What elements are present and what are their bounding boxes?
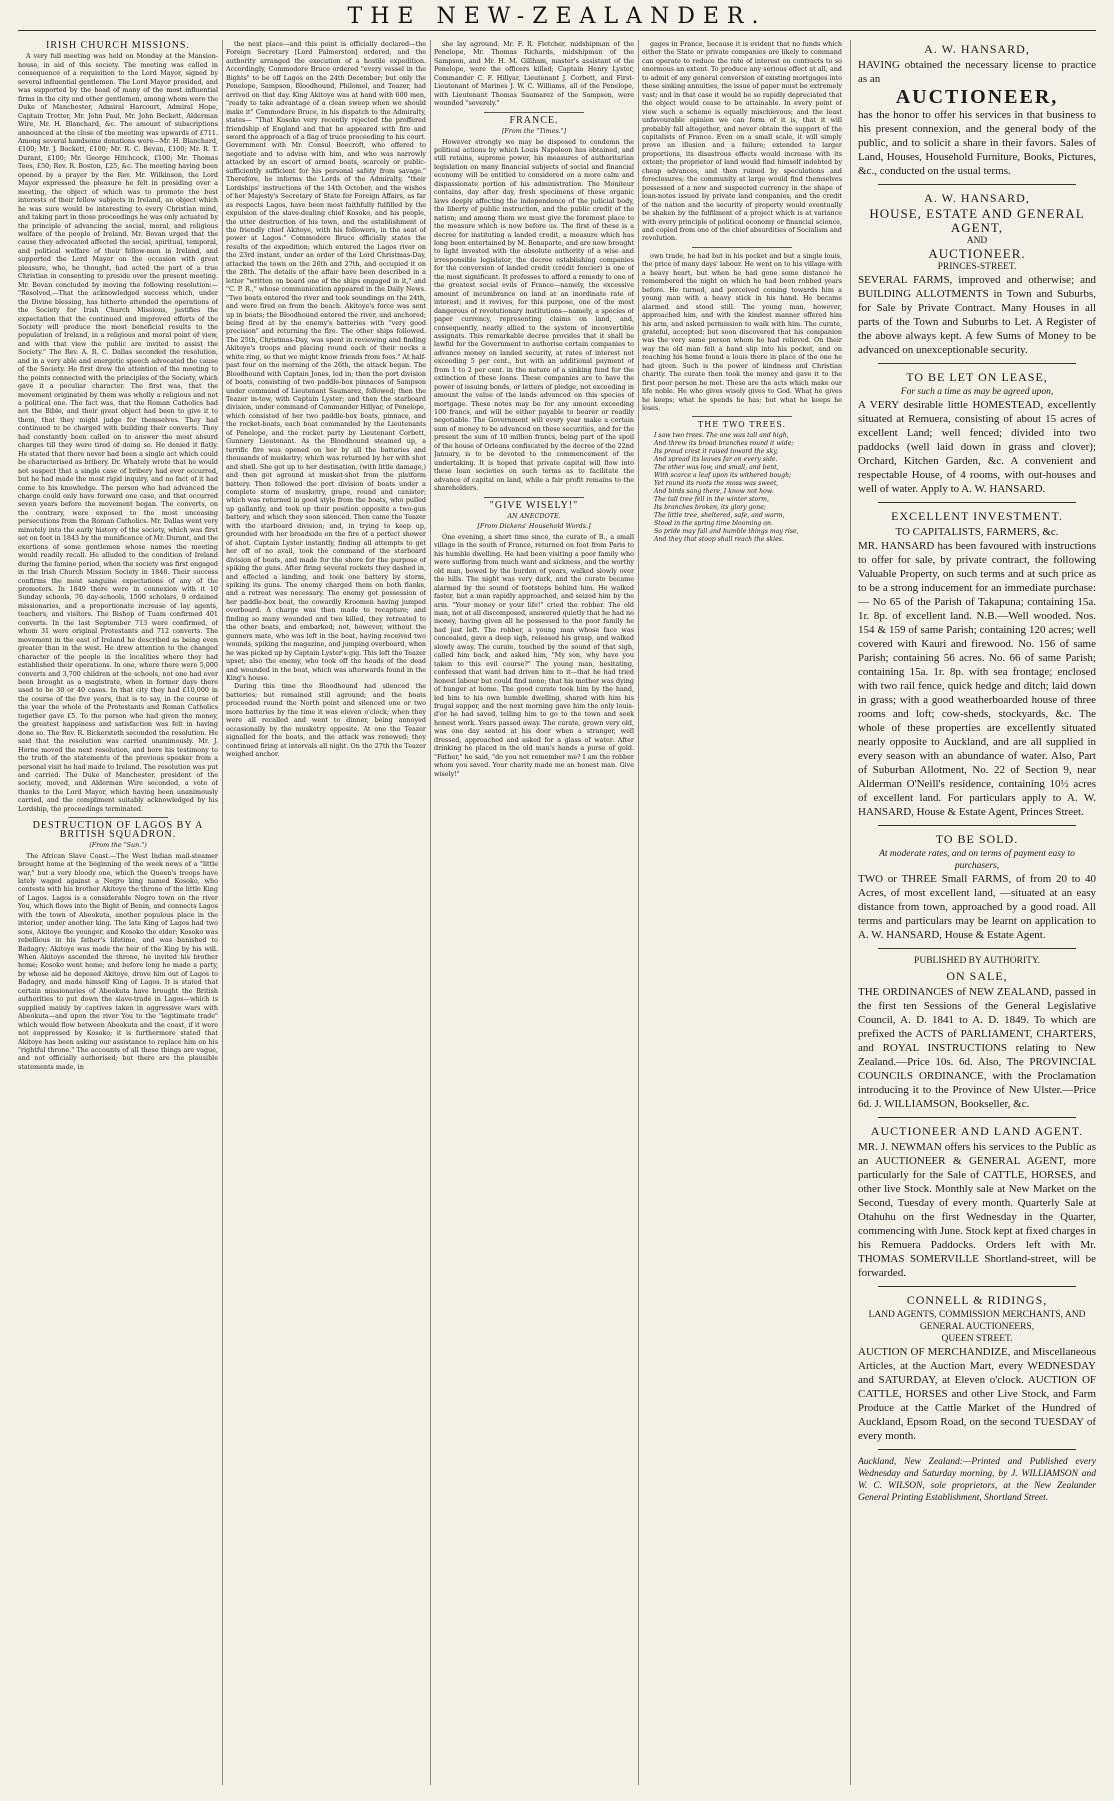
article-body-give-wisely: One evening, a short time since, the curate of B., a small village in the south of France, returned on foot from Paris to his humble dwelling. He had been visiting a poor family who were suffering from much want and sickness, and the worthy old man, bowed by the burden of years, walked slowly over the hills. The night was very dark, and the curate became alarmed by the sound of footsteps behind him. He walked faster, but a man rapidly approached, and seized him by the arm. "Your money or your life!" cried the robber. The old man, not at all discomposed, answered quietly that he had no money, having given all he possessed to the poor family he had just left. The robber, a young man whose face was concealed, gave a deep sigh, released his grasp, and walked slowly away. The curate, touched by the sound of that sigh, called him back, and asked him, "My son, why have you taken to this evil course?" The young man, hesitating, confessed that want had driven him to it—that he had tried honest labour but could find none; that his mother was dying of hunger at home. The good curate took him by the hand, led him to his own humble dwelling, shared with him his frugal supper, and the next morning gave him the only louis-d'or he had saved, telling him to go to the town and seek honest work. Years passed away. The curate, grown very old, was one day seated at his door when a stranger, well dressed, approached and asked for a glass of water. After drinking he placed in the old man's hands a purse of gold. "Father," he said, "do you not remember me? I am the robber whom you saved. Your charity made me an honest man. Give wisely!" (434, 532, 634, 778)
article-body-lagos: The African Slave Coast.—The West Indian mail-steamer brought home at the beginning of the week news of a "little war," but a very bloody one, which the Queen's troops have lately waged against a Negro king named Kosoko, who contests with his brother Akitoye the throne of the little King of Lagos. Lagos is a considerable Negro town on the river You, which flows into the Bight of Benin, and connects Lagos with the town of Abeokuta, another populous place in the interior, under another king. The late King of Lagos had two sons, Akitoye the younger, and Kosoko the elder; Kosoko was rebellious in his father's lifetime, and was banished to Badagry; Akitoye was made the heir of the King by his will. When Akitoye ascended the throne, he invited his brother home; Kosoko went home; and before long he made a party, by whose aid he deposed Akitoye, drove him out of Lagos to Badagry, and made himself King of Lagos. It is stated that certain missionaries of Abeokuta have brought the British authorities to put down the slave-trade in Lagos—which is supplied mainly by captives taken in aggressive wars with Abeokuta—and upon the river You to the "legitimate trade" which would flow between Abeokuta and the coast, if it were not suppressed by Kosoko; it is furthermore stated that Akitoye has been asking our assistance to replace him on his "rightful throne." The accounts of all these things are vague, and not officially authorised; but there are the plausible statements made, in (18, 851, 218, 1071)
article-separator (484, 112, 584, 113)
ad-newman-title: AUCTIONEER AND LAND AGENT. (870, 1124, 1084, 1138)
ad-ordinances-pre: PUBLISHED BY AUTHORITY. (914, 956, 1040, 966)
article-body-lagos-continued-2: During this time the Bloodhound had silenced the batteries; but remained still aground; and the boats proceeded round the North point and silenced one or two more batteries by the time it was eleven o'clock; when they were all recalled and went to dinner, being annoyed occasionally by the musketry opposite. At one the Teazer signalled for the boats, and the attack was renewed; they continued firing at intervals all night. On the 27th the Teazer weighed anchor. (226, 682, 426, 759)
article-source: (From the "Sun.") (89, 841, 147, 850)
ad-sold-title: TO BE SOLD. (935, 832, 1019, 846)
newspaper-title: THE NEW-ZEALANDER. (347, 4, 767, 29)
column-divider (850, 40, 851, 1785)
article-separator (484, 497, 584, 498)
article-body-lagos-end: she lay aground. Mr. F. R. Fletcher, midshipman of the Penelope, Mr. Thomas Richards, midshipman of the Sampson, and Mr. H. M. Gillham, master's assistant of the Penelope, were the officers killed; Captain Henry Lyster, Commander C. F. Hillyar, Lieutenant J. Corbett, and First-Lieutenant of Marines J. W. C. Williams, all of the Penelope, with Lieutenant Thomas Saumarez of the Sampson, were wounded "severely." (434, 40, 634, 108)
article-subheading: AN ANECDOTE. (507, 512, 561, 521)
ad-separator (878, 1286, 1076, 1287)
ad-hansard2-body: SEVERAL FARMS, improved and otherwise; and BUILDING ALLOTMENTS in Town and Suburbs, for Sale by Private Contract. Many Houses in all parts of the Town and Suburbs to Let. A Register of the above always kept. A few Sums of Money to be advanced on unexceptionable security. (858, 274, 1096, 356)
article-heading-give-wisely: "GIVE WISELY!" (489, 499, 579, 511)
poem-title: THE TWO TREES. (697, 420, 787, 430)
ad-ordinances-body: THE ORDINANCES of NEW ZEALAND, passed in the first ten Sessions of the General Legislative Council, A. D. 1841 to A. D. 1849. To which are prefixed the ACTS of PARLIAMENT, CHARTERS, and ROYAL INSTRUCTIONS relating to New Zealand.—Price 10s. 6d. Also, The PROVINCIAL COUNCILS ORDINANCE, with the Proclamation introducing it to the Province of New Ulster.—Price 6d. J. WILLIAMSON, Bookseller, &c. (858, 986, 1096, 1110)
ad-sold-sub: At moderate rates, and on terms of payment easy to purchasers, (879, 849, 1075, 871)
column-divider (638, 40, 639, 1785)
column-1 (18, 40, 218, 1785)
ad-investment-title: EXCELLENT INVESTMENT. (891, 509, 1063, 523)
article-body-france-continued: gages in France, because it is evident that no funds which either the State or private companies are likely to command can operate to reduce the rate of interest on contracts to so enormous an extent. To produce any serious effect at all, and to admit of any general conversion of existing mortgages into these sinking annuities, the issue of paper must be extremely vast; and in that case it would be so rapidly depreciated that the object would cease to be attainable. In every point of view such a scheme is equally mischievous; and the least unfavourable opinion we can form of it is, that it will probably fall altogether, and never obtain the support of the capitalists of France. Even on a small scale, it will simply prove an illusion and a failure; extended to larger proportions, its disastrous effects would increase with its extent; the proprietor of land would find himself indebted by cheap advances, and then ruined by speculations and foreclosures; the community at large would find themselves possessed of a new and suspected currency in the shape of loan-notes issued by private land companies, and the credit of the nation and the security of property would eventually be shaken by the fulfilment of a project which is at variance with every principle of political economy or financial science, and copied from one of the chief absurdities of Socialism and revolution. (642, 40, 842, 243)
ad-hansard-title: A. W. HANSARD, (924, 42, 1030, 56)
ad-hansard-intro: HAVING obtained the necessary license to practice as an (858, 59, 1096, 85)
article-separator (692, 416, 792, 417)
ad-connell-body: AUCTION OF MERCHANDIZE, and Miscellaneous Articles, at the Auction Mart, every WEDNESDAY and SATURDAY, at Eleven o'clock. AUCTION OF CATTLE, HORSES and other Live Stock, and Farm Produce at the Cattle Market of the Hundred of Auckland, Epsom Road, on the second TUESDAY of every month. (858, 1346, 1096, 1442)
ad-hansard-auctioneer: AUCTIONEER, (895, 86, 1059, 108)
column-divider (430, 40, 431, 1785)
masthead-rule (18, 30, 1096, 31)
ad-investment-body: MR. HANSARD has been favoured with instructions to offer for sale, by private contract, the following Valuable Property, on such terms and at such price as to be a strong inducement for an immediate purchase:— No 65 of the Parish of Takapuna; containing 15a. 1r. 8p. of excellent land. N.B.—Well wooded. Nos. 154 & 159 of same Parish; containing 120 acres; well covered with Kauri and firewood. No. 156 of same Parish; containing 56 acres. No. 66 of same Parish; containing 15a. 1r. 8p. with sea frontage; enclosed with two rail fence, quick hedge and ditch; laid down in grass; with a good weatherboarded house of three rooms and loft; cow-sheds, stockyards, &c. The whole of these properties are excellently situated nearly opposite to Auckland, and are all supplied in every season with an abundance of water. Also, Part of Suburban Allotment, No. 22 of Section 9, near Alderman O'Neill's residence, containing 10½ acres of excellent land. For particulars apply to A. W. HANSARD, House & Estate Agent, Princes Street. (858, 540, 1096, 818)
article-body-give-wisely-continued: own trade, he had but in his pocket and but a single louis, the price of many days' labour. He went on to his village with a heavy heart, but when he had gone some distance he remembered the night on which he had been robbed years before. He turned, and perceived coming towards him a young man with a heavy stick in his hand. He became alarmed and stood still. The young man, however, approached him, and with the kindest manner offered him his arm, and asked permission to walk with him. The curate, grateful, accepted; but soon discovered that his companion was the very same person whom he had relieved. On their way the old man felt a hand slip into his pocket, and on reaching his home found a louis there in place of the one he had given. Such is the power of kindness and Christian charity. The curate then took the money and gave it to the first poor person he met. These are the acts which make our life noble. He who gives wisely gives to God. What he gives he keeps; what he spends he has; but what he keeps he loses. (642, 251, 842, 413)
ad-hansard2-street: PRINCES-STREET. (937, 262, 1017, 272)
article-source: [From Dickens' Household Words.] (477, 522, 591, 531)
column-3 (434, 40, 634, 1785)
column-4 (642, 40, 842, 1785)
column-divider (222, 40, 223, 1785)
ad-separator (878, 184, 1076, 185)
article-body-irish-church: A very full meeting was held on Monday at the Mansion-house, in aid of this society. The meeting was called in consequence of a requisition to the Lord Mayor, signed by several influential gentlemen. The Lord Mayor presided, and was supported by the head of many of the most influential firms in the city and other gentlemen, among whom were the Duke of Manchester, Admiral Harcourt, Admiral Hope, Captain Trotter, Mr. John Paul, Mr. John Beckett, Alderman Wire, Mr. H. Blanchard, &c. The amount of subscriptions announced at the close of the meeting was upwards of £711. Among several handsome donations were—Mr. H. Blanchard, £100; Mr. J. Bockett, £100; Mr. R. C. Bevan, £100; Mr. R. T. Durant, £100; Mr. George Hitchcock, £100; Mr. Thomas Tees, £50; Rev. R. Boston, £25, &c. The meeting having been opened by a prayer by the Rev. Mr. Wilkinson, the Lord Mayor expressed the pleasure he felt in presiding over a meeting, the object of which was to promote the best interests of their fellow subjects in Ireland, an object which he was sure would be interesting to every Christian mind, and taking part in those proceedings he was only actuated by the principle of advancing the social, moral, and religious welfare of the people of Ireland. Mr. Bevan urged that the cause they advocated affected the social, spiritual, temporal, and political welfare of their fellow-men in Ireland, and supported the Lord Mayor on the occasion with great pleasure, who, he thought, had acted the part of a true Christian in consenting to preside over the present meeting. Mr. Bevan concluded by moving the following resolution:— "Resolved,—That the acknowledged success which, under the Divine blessing, has hitherto attended the operations of the Society for Irish Church Missions, justifies the expectation that the continued and improved efforts of the Society will produce the most beneficial results to the population of Ireland, in a religious and moral point of view, and with that view the public are invited to assist the Society." The Rev. A. R. C. Dallas seconded the resolution, and in a very able and energetic speech advocated the cause of the Society. He first drew the attention of the meeting to the points connected with the principles of the Society, which gave it a peculiar character. The first was, that the movement originated by them was wholly a religious and not a political one. The fact was, that the Roman Catholics had not the Bible, and their great object had been to give it to them, that they might judge for themselves. They had continued to be charged with building their converts. They had constantly been called on to answer the most absurd charges till they were tired of doing so. He denied it flatly. He stated that there never had been a single act which could be characterised as bribery. Dr. Whately wrote that he would not suspect that a single case of bribery had ever occurred, but he had made the most rigid inquiry, and no fact of it had come to his knowledge. The person who had advanced the charge could only have forward one case, and that occurred seven years before the movement began. The converts, on the contrary, were exposed to the most unceasing persecutions from the Roman Catholics. Mr. Dallas went very minutely into the early history of the society, which was first set on foot in 1843 by the munificence of Mr. Durant, and the exertions of some gentlemen whose names the meeting would readily recall. He alluded to the condition of Ireland during the famine period, when the society was first engaged in the Irish Church Mission Society in 1848. Their success confirms the most sanguine expectations of any of the promoters. In 1849 there were in connexion with it 10 Sunday schools, 76 day-schools, 1500 scholars, 9 ordained missionaries, and a proportionate increase of lay agents, teachers, and visitors. The Bishop of Tuam confirmed 401 converts. In the last September 713 were confirmed, of whom 31 were original Protestants and 712 converts. The movement in the east of Ireland he described as being even greater than in the west. He drew attention to the changed character of the people in the localities where they had established their operations. In one, where there were 5,000 converts and 3,700 children at the schools, not one had ever been brought as a magistrate, when in former days there used to be 30 or 40 cases. In that city they had £10,000 in the course of the five years, that is to say, in the course of the year the whole of the Protestants and Roman Catholics together gave £5. To the person who had given the money, the greatest happiness and satisfaction was felt in having done so. The Rev. R. Bickersteth seconded the resolution. He said that the resolution was carried unanimously. Mr. J. Horne moved the next resolution, and bore his testimony to the truth of the statements of the previous speaker from a personal visit he had made to Ireland. The resolution was put and carried. The Duke of Manchester, president of the society, moved, and Alderman Wire seconded, a vote of thanks to the Lord Mayor, which having been unanimously carried, and the compliment suitably acknowledged by his Lordship, the proceedings terminated. (18, 52, 218, 813)
ad-connell-street: QUEEN STREET. (941, 1334, 1013, 1344)
ad-separator (878, 1449, 1076, 1450)
article-source: [From the "Times."] (501, 127, 567, 136)
ad-hansard2-auctioneer: AUCTIONEER. (928, 246, 1026, 261)
article-separator (68, 817, 168, 818)
ad-lease-sub: For such a time as may be agreed upon, (900, 387, 1054, 397)
article-body-france: However strongly we may be disposed to condemn the political actions by which Louis Napoleon has obtained, and still retains, supreme power, his measures of authoritarian legislation on many financial subjects of social and financial economy will be entitled to considered on a more calm and dispassionate portion of his administration. The Moniteur contains, day after day, fresh specimens of these organic laws deeply affecting the independence of the judicial body, the liberty of public instruction, and the public credit of the nation; and among them we must give the foremost place to the measure which is now before us. The first of these is a decree for instituting a landed credit, a measure which has long been entertained by M. Bonaparte, and are now brought to light invested with the absolute authority of a wise and irresponsible legislator, the decree establishing companies for the conversion of landed credit (crédit foncier) is one of the most significant. It professes to afford a remedy to one of the greatest social evils of France—namely, the excessive amount of incumbrance on land at an inordinate rate of interest; and it revives, for this purpose, one of the most dangerous of revolutionary institutions—namely, a species of paper currency, representing claims on land, and, consequently, nearly allied to the system of inconvertible assignats. This remarkable decree provides that it shall be lawful for the Government to authorise certain companies to advance money on landed security, at rates of interest not exceeding 5 per cent., but with an additional payment of from 1 to 2 per cent. in the nature of a sinking fund for the extinction of these loans. These companies are to have the power of issuing bonds, or letters of pledge, not exceeding in amount the value of the lands advanced on this species of mortgage. These notes may be for any amount exceeding 100 francs, and will be either payable to bearer or readily negotiable. The Government will every year make a certain sum of money to be advanced on these securities, and for the present the sum of 10 million francs, being part of the spoil of the house of Orleans confiscated by the decree of the 22nd January, is to be devoted to the commencement of the undertaking. It is hoped that private capital will flow into these loan societies on such terms as to facilitate the advance of capital on land, while a fair profit remains to the shareholders. (434, 137, 634, 493)
ad-hansard2-sub: HOUSE, ESTATE AND GENERAL AGENT, (869, 206, 1085, 235)
article-body-lagos-continued: the next place—and this point is officially declared—the Foreign Secretary [Lord Palmerston] ordered, and the authority arranged the execution of a hostile expedition. Accordingly, Commodore Bruce ordered "every vessel in the Bights" to be off Lagos on the 24th December; but only the Penelope, Sampson, Bloodhound, Philomel, and Teazer, had arrived on that day. King Akitoye was at hand with 600 men, "ready to take advantage of a clean sweep when we should make it" Commodore Bruce, in his dispatch to the Admiralty, states— "That Kosoko very recently rejected the proffered friendship of England and that he appeared with fire and sword the approach of a flag of truce proceeding to his court. Government with Mr. Consul Beecroft, who offered to negotiate and to advise with him, and who was narrowly attacked by an escort of armed boats, scarcely or public-sufficiently sufficient for his personal safety from savage." Therefore, he informs the Lords of the Admiralty, "their Lordships' instructions of the 14th October, and the wishes of her Majesty's Secretary of State for Foreign Affairs, as far as respects Lagos, have been most faithfully fulfilled by the expulsion of the slave-dealing chief Kosoko, and his people, the utter destruction of his town, and the establishment of the friendly chief Akitoye, with his followers, in the seat of power at Lagos." Commodore Bruce officially states the results of the expedition; which entered the Lagos river on the 23rd instant, under an order of the Lord Christmas-Day, attacked the town on the 26th and 27th, and occupied it on the 28th. The details of the affair have been described in a letter "written on board one of the ships engaged in it," and "C. P. R.," whose communication appeared in the Daily News. "Two boats entered the river and took soundings on the 24th, and were fired on from the beach. Akitoye's force was sent up in boats; the Bloodhound entered the river, and anchored; being fired at by the enemy's batteries with "very good precision" and returning the fire. The other ships followed. The 25th, Christmas-Day, was spent in reviewing and finding Akitoye's troops and placing round each of their necks a white ring, so that we might know friends from foes." At half-past four on the morning of the 26th, the attack began. The Bloodhound with Captain Jones, led in; then the port division of boats, consisting of two paddle-box pinnaces of Sampson under command of Lieutenant Saumarez, followed; then the Teazer in-tow, with Captain Lyster; and then the starboard division, under command of Commander Hillyar, of Penelope, which consisted of her two paddle-box boats, pinnace, and the rocket-boats, each boat commanded by the Lieutenants of Penelope, and the rocket party by Lieutenant Corbett, Gunnery Lieutenant. As the Bloodhound steamed up, a terrific fire was opened on her by all the batteries and thousands of musketry; which was returned by her with shot and shell. She got up to her destination, (with little damage,) and then got aground at musket-shot from the platform battery. Then followed the port division of boats under a complete storm of musketry, grape, round and canister; which was returned in good style from the boats, who pulled up gallantly, and took up their position opposite a two-gun battery, and which they soon silenced. Then came the Teazer with the starboard division; and, in trying to keep up, grounded with her broadside on the fire of a perfect shower of shot. Captain Lyster instantly, finding all attempts to get her off of no avail, took the command of the starboard division of boats, and made for the shore for the purpose of spiking the guns. After firing several rockets they dashed in, and effected a landing, and took one battery by storm, spiking its guns. The enemy charged them on both flanks, and a retreat was necessary. The enemy got possession of her paddle-box boat, the cowardly Kroomen having jumped overboard. A charge was then made to recapture; and finding so many wounded and two killed, they retreated to the other boats, and embarked; not, however, without the gunners mate, who was left in the boat, having received two wounds, spiking the magazine, and jumping overboard, when he was picked up by Captain Lyster's gig. This left the Teazer upset; also the enemy, who took off the heads of the dead and wounded in the boat, which was afterwards found in the King's house. (226, 40, 426, 682)
ad-separator (878, 502, 1076, 503)
article-separator (692, 247, 792, 248)
ad-investment-sub: TO CAPITALISTS, FARMERS, &c. (895, 526, 1059, 538)
ad-connell-title: CONNELL & RIDINGS, (906, 1293, 1048, 1307)
ad-separator (878, 825, 1076, 826)
poem-body: I saw two trees. The one was tall and high, And threw its broad branches round it wide; Its proud crest it raised toward the sky, And spread its leaves far on every side. The other was low, and small, and bent, With scarce a leaf upon its withered bough; Yet round its roots the moss was sweet, And birds sang there, I know not how. The tall tree fell in the winter storm, Its branches broken, its glory gone; The little tree, sheltered, safe, and warm, Stood in the spring time blooming on. So pride may fall and humble things may rise, And they that stoop shall reach the skies. (654, 431, 799, 543)
imprint: Auckland, New Zealand:—Printed and Published every Wednesday and Saturday morning, by J. WILLIAMSON and W. C. WILSON, sole proprietors, at the New Zealander General Printing Establishment, Shortland Street. (858, 1457, 1096, 1503)
article-heading-france: FRANCE. (509, 114, 559, 126)
ad-lease-body: A VERY desirable little HOMESTEAD, excellently situated at Remuera, consisting of about 15 acres of excellent Land; well fenced; divided into two paddocks (well laid down in grass and clover); Orchard, Kitchen Garden, &c. A convenient and respectable House, of 4 rooms, with out-houses and well of water. Apply to A. W. HANSARD. (858, 399, 1096, 495)
ad-lease-title: TO BE LET ON LEASE, (906, 370, 1048, 384)
ad-hansard2-and: AND (966, 236, 988, 246)
ad-separator (878, 1117, 1076, 1118)
ad-ordinances-title: ON SALE, (946, 969, 1008, 983)
ad-newman-body: MR. J. NEWMAN offers his services to the Public as an AUCTIONEER & GENERAL AGENT, more particularly for the Sale of CATTLE, HORSES, and other live Stock. Monthly sale at New Market on the Second, Tuesday of every month. Quarterly Sale at Otahuhu on the first Wednesday in the Quarter, commencing with June. Stock kept at fixed charges in his Remuera Paddocks. Orders left with Mr. THOMAS SOMERVILLE Shortland-street, will be forwarded. (858, 1141, 1096, 1279)
masthead (0, 0, 1114, 34)
ad-connell-sub: LAND AGENTS, COMMISSION MERCHANTS, AND GENERAL AUCTIONEERS, (868, 1310, 1086, 1332)
article-heading-irish-church-missions: IRISH CHURCH MISSIONS. (46, 40, 190, 51)
ad-hansard2-title: A. W. HANSARD, (924, 191, 1030, 205)
column-advertisements (858, 40, 1096, 1785)
ad-sold-body: TWO or THREE Small FARMS, of from 20 to 40 Acres, of most excellent land, —situated at an easy distance from town, approached by a good road. All terms and particulars may be learnt on application to A. W. HANSARD, House & Estate Agent. (858, 873, 1096, 941)
ad-separator (878, 948, 1076, 949)
column-2 (226, 40, 426, 1785)
ad-hansard-body: has the honor to offer his services in that business to his present connexion, and the general body of the public, and to solicit a share in their favors. Sales of Land, Houses, Household Furniture, Books, Pictures, &c., conducted on the usual terms. (858, 109, 1096, 177)
article-heading-lagos: DESTRUCTION OF LAGOS BY A BRITISH SQUADRON. (32, 820, 204, 840)
ad-separator (878, 363, 1076, 364)
